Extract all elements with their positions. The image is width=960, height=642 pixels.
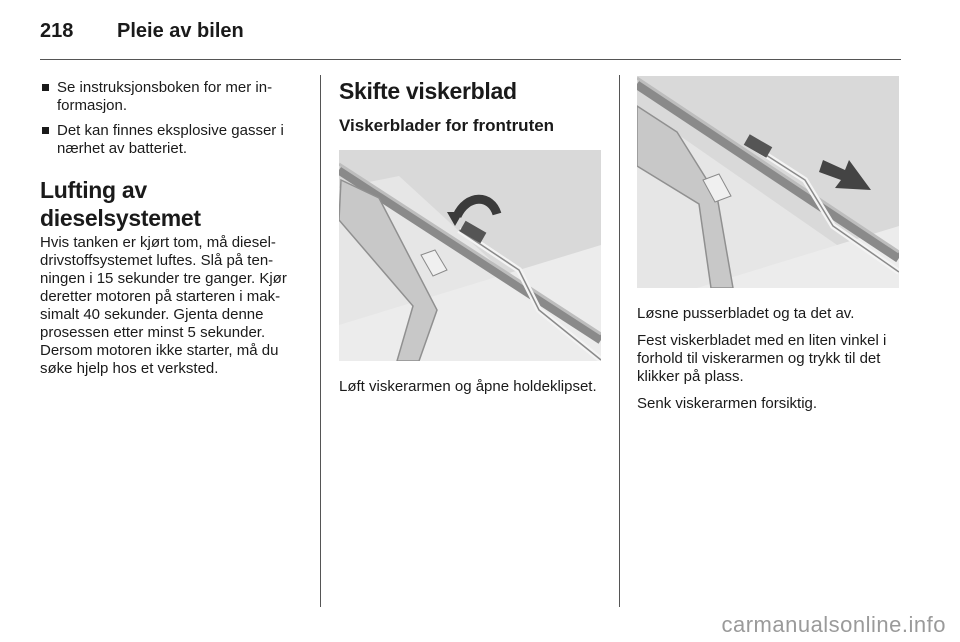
page-header	[40, 18, 900, 50]
paragraph-step-1: Løsne pusserbladet og ta det av.	[637, 305, 855, 322]
list-item: Det kan finnes eksplosive gasser i nærhet av batteriet.	[40, 122, 306, 158]
paragraph-step-2: Fest viskerbladet med en liten vinkel i forhold til viskerarmen og trykk til det klikker på plass.	[637, 332, 887, 385]
list-item: Se instruksjonsboken for mer informasjon.	[40, 79, 306, 115]
column-right	[637, 76, 902, 422]
column-divider-1	[320, 75, 321, 607]
figure-caption: Løft viskerarmen og åpne holdeklipset.	[339, 378, 597, 395]
section-title-diesel: Lufting av dieselsystemet	[40, 177, 201, 231]
paragraph-diesel: Hvis tanken er kjørt tom, må dieseldrivstoffsystemet luftes. Slå på tenningen i 15 sekunder tre ganger. Kjør deretter motoren på starteren i maksimalt 40 sekunder. Gjenta denne prosessen etter minst 5 sekunder. Dersom motoren ikke starter, må du søke hjelp hos et verksted.	[40, 234, 287, 377]
wiper-arm-lift-illustration-icon	[339, 150, 601, 361]
column-middle	[339, 76, 604, 405]
bullet-list	[40, 79, 306, 158]
section-title-wiper: Skifte viskerblad	[339, 78, 517, 104]
header-rule	[40, 59, 901, 60]
paragraph-step-3: Senk viskerarmen forsiktig.	[637, 395, 818, 412]
wiper-blade-remove-illustration-icon	[637, 76, 899, 288]
page-number: 218	[40, 20, 74, 42]
column-left	[40, 79, 306, 387]
column-divider-2	[619, 75, 620, 607]
chapter-title: Pleie av bilen	[117, 20, 244, 42]
subsection-title-windscreen: Viskerblader for frontruten	[339, 116, 555, 135]
watermark-text: carmanualsonline.info	[721, 612, 946, 637]
